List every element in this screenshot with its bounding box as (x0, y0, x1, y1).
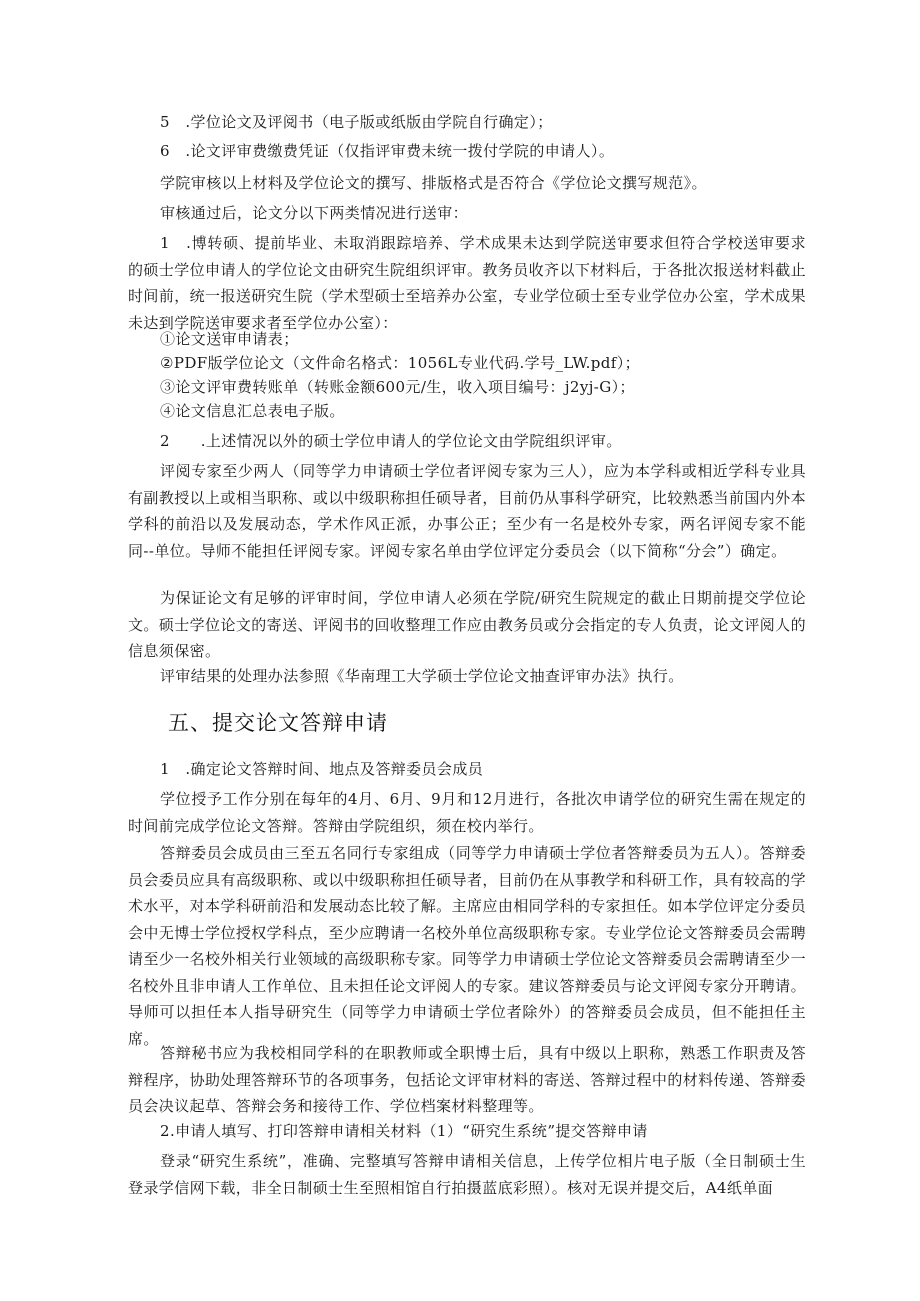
material-1 (128, 326, 806, 353)
list-item: ③论文评审费转账单（转账金额600元/生，收入项目编号：j2yj-G）； (160, 378, 635, 396)
list-item: ②PDF版学位论文（文件命名格式：1056L专业代码.学号_LW.pdf）； (160, 354, 641, 372)
material-3 (128, 374, 806, 401)
review-check (128, 170, 806, 197)
material-4 (128, 398, 806, 425)
result-handling (128, 663, 806, 690)
list-item: ④论文信息汇总表电子版。 (160, 402, 345, 420)
review-time (128, 585, 806, 665)
paragraph-system-login: 登录“研究生系统”，准确、完整填写答辩申请相关信息，上传学位相片电子版（全日制硕士生登录学信网下载，非全日制硕士生至照相馆自行拍摄蓝底彩照）。核对无误并提交后，A4纸单面 (128, 1152, 806, 1197)
paragraph-result-handling: 评审结果的处理办法参照《华南理工大学硕士学位论文抽查评审办法》执行。 (160, 667, 684, 685)
paragraph-secretary: 答辩秘书应为我校相同学科的在职教师或全职博士后，具有中级以上职称，熟悉工作职责及答辩程序，协助处理答辩环节的各项事务，包括论文评审材料的寄送、答辩过程中的材料传递、答辩委员会决议起草、答辩会务和接待工作、学位档案材料整理等。 (128, 1044, 806, 1115)
paragraph-review-intro: 审核通过后，论文分以下两类情况进行送审： (160, 204, 469, 222)
case-1 (128, 230, 806, 336)
paragraph-review-check: 学院审核以上材料及学位论文的撰写、排版格式是否符合《学位论文撰写规范》。 (160, 174, 707, 192)
paragraph-review-time: 为保证论文有足够的评审时间，学位申请人必须在学院/研究生院规定的截止日期前提交学位论文。硕士学位论文的寄送、评阅书的回收整理工作应由教务员或分会指定的专人负责，论文评阅人的信息须保密。 (128, 589, 806, 660)
review-intro (128, 200, 806, 227)
item-6 (128, 138, 806, 165)
experts-rules (128, 458, 806, 564)
paragraph-case-2: 2 .上述情况以外的硕士学位申请人的学位论文由学院组织评审。 (160, 432, 622, 450)
paragraph-item-5: 5 .学位论文及评阅书（电子版或纸版由学院自行确定）； (160, 113, 553, 131)
paragraph-case-1: 1 .博转硕、提前毕业、未取消跟踪培养、学术成果未达到学院送审要求但符合学校送审要求的硕士学位申请人的学位论文由研究生院组织评审。教务员收齐以下材料后，于各批次报送材料截止时间前，统一报送研究生院（学术型硕士至培养办公室，专业学位硕士至专业学位办公室，学术成果未达到学院送审要求者至学位办公室）： (128, 234, 806, 332)
paragraph-schedule: 学位授予工作分别在每年的4月、6月、9月和12月进行，各批次申请学位的研究生需在规定的时间前完成学位论文答辩。答辩由学院组织，须在校内举行。 (128, 790, 806, 835)
secretary-rules (128, 1040, 806, 1120)
material-2 (128, 350, 806, 377)
paragraph-committee: 答辩委员会成员由三至五名同行专家组成（同等学力申请硕士学位者答辩委员为五人）。答辩委员会委员应具有高级职称、或以中级职称担任硕导者，目前仍在从事教学和科研工作，具有较高的学术水平，对本学科研前沿和发展动态比较了解。主席应由相同学科的专家担任。如本学位评定分委员会中无博士学位授权学科点，至少应聘请一名校外单位高级职称专家。专业学位论文答辩委员会需聘请至少一名校外相关行业领域的高级职称专家。同等学力申请硕士学位论文答辩委员会需聘请至少一名校外且非申请人工作单位、且未担任论文评阅人的专家。建议答辩委员与论文评阅专家分开聘请。导师可以担任本人指导研究生（同等学力申请硕士学位者除外）的答辩委员会成员，但不能担任主席。 (128, 844, 806, 1048)
defense-step-1 (128, 756, 806, 783)
case-2 (128, 428, 806, 455)
committee-rules (128, 840, 806, 1052)
paragraph-experts: 评阅专家至少两人（同等学力申请硕士学位者评阅专家为三人），应为本学科或相近学科专业具有副教授以上或相当职称、或以中级职称担任硕导者，目前仍从事科学研究，比较熟悉当前国内外本学科的前沿以及发展动态，学术作风正派，办事公正；至少有一名是校外专家，两名评阅专家不能同--单位。导师不能担任评阅专家。评阅专家名单由学位评定分委员会（以下简称“分会”）确定。 (128, 462, 806, 560)
paragraph-item-6: 6 .论文评审费缴费凭证（仅指评审费未统一拨付学院的申请人）。 (160, 142, 615, 160)
paragraph-step-2: 2.申请人填写、打印答辩申请相关材料（1）“研究生系统”提交答辩申请 (160, 1122, 648, 1140)
paragraph-step-1: 1 .确定论文答辩时间、地点及答辩委员会成员 (160, 760, 484, 778)
system-login (128, 1148, 806, 1201)
section-5-heading (128, 708, 806, 738)
item-5 (128, 109, 806, 136)
degree-schedule (128, 786, 806, 839)
defense-step-2 (128, 1118, 806, 1145)
list-item: ①论文送审申请表； (160, 330, 299, 348)
section-heading: 五、提交论文答辩申请 (168, 711, 388, 735)
